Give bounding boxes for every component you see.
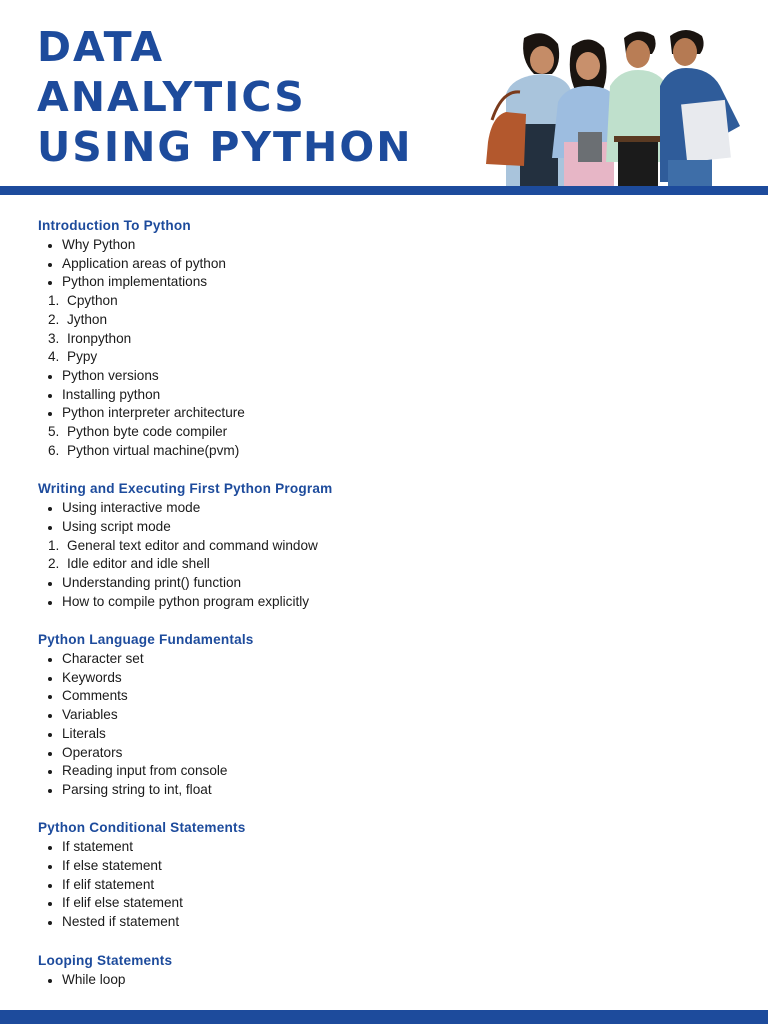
syllabus-section [38, 818, 738, 932]
title-line: USING PYTHON [37, 123, 413, 171]
item-text: Python virtual machine(pvm) [67, 442, 240, 458]
item-number: 1. [48, 537, 60, 553]
topic-list [38, 236, 738, 460]
title-line: DATA [37, 23, 165, 71]
list-item: Python interpreter architecture [38, 404, 738, 423]
list-item [38, 292, 738, 311]
list-item: Using interactive mode [38, 499, 738, 518]
item-text: Cpython [67, 293, 118, 309]
list-item [38, 311, 738, 330]
list-item [38, 423, 738, 442]
list-item: Operators [38, 744, 738, 763]
list-item [38, 555, 738, 574]
list-item: While loop [38, 971, 738, 990]
item-number: 5. [48, 424, 60, 440]
list-item: Application areas of python [38, 255, 738, 274]
page-header [0, 0, 768, 187]
section-heading: Python Conditional Statements [38, 820, 246, 836]
list-item: Reading input from console [38, 762, 738, 781]
item-number: 2. [48, 556, 60, 572]
syllabus-section [38, 951, 738, 990]
list-item: How to compile python program explicitly [38, 593, 738, 612]
list-item [38, 442, 738, 461]
list-item: If statement [38, 838, 738, 857]
item-text: Ironpython [67, 330, 132, 346]
list-item: Nested if statement [38, 913, 738, 932]
section-heading: Writing and Executing First Python Program [38, 481, 333, 497]
item-text: Jython [67, 311, 108, 327]
item-text: Idle editor and idle shell [67, 556, 210, 572]
title-line: ANALYTICS [37, 73, 306, 121]
page-title [37, 22, 413, 172]
list-item: Literals [38, 725, 738, 744]
list-item: If elif else statement [38, 894, 738, 913]
syllabus-section [38, 216, 738, 460]
item-text: General text editor and command window [67, 537, 318, 553]
footer-bar [0, 1010, 768, 1024]
list-item: Variables [38, 706, 738, 725]
syllabus-section [38, 479, 738, 611]
header-divider [0, 186, 768, 195]
section-heading: Looping Statements [38, 952, 173, 968]
list-item: Parsing string to int, float [38, 781, 738, 800]
list-item: Installing python [38, 386, 738, 405]
section-heading: Introduction To Python [38, 218, 191, 233]
topic-list [38, 499, 738, 611]
list-item: Why Python [38, 236, 738, 255]
list-item [38, 537, 738, 556]
topic-list [38, 650, 738, 800]
item-text: Pypy [67, 349, 98, 365]
list-item: Understanding print() function [38, 574, 738, 593]
item-number: 2. [48, 311, 60, 327]
list-item: Character set [38, 650, 738, 669]
topic-list [38, 971, 738, 990]
list-item: Using script mode [38, 518, 738, 537]
syllabus-section [38, 630, 738, 800]
item-number: 1. [48, 293, 60, 309]
topic-list [38, 838, 738, 932]
item-number: 4. [48, 349, 60, 365]
item-text: Python byte code compiler [67, 424, 228, 440]
list-item [38, 330, 738, 349]
student-figure [660, 30, 740, 188]
item-number: 3. [48, 330, 60, 346]
syllabus-content [38, 216, 738, 1008]
students-photo [484, 24, 744, 188]
list-item: If else statement [38, 857, 738, 876]
section-heading: Python Language Fundamentals [38, 632, 254, 648]
list-item: Python versions [38, 367, 738, 386]
list-item: Python implementations [38, 273, 738, 292]
list-item: If elif statement [38, 876, 738, 895]
list-item: Comments [38, 687, 738, 706]
list-item: Keywords [38, 669, 738, 688]
item-number: 6. [48, 442, 60, 458]
list-item [38, 348, 738, 367]
